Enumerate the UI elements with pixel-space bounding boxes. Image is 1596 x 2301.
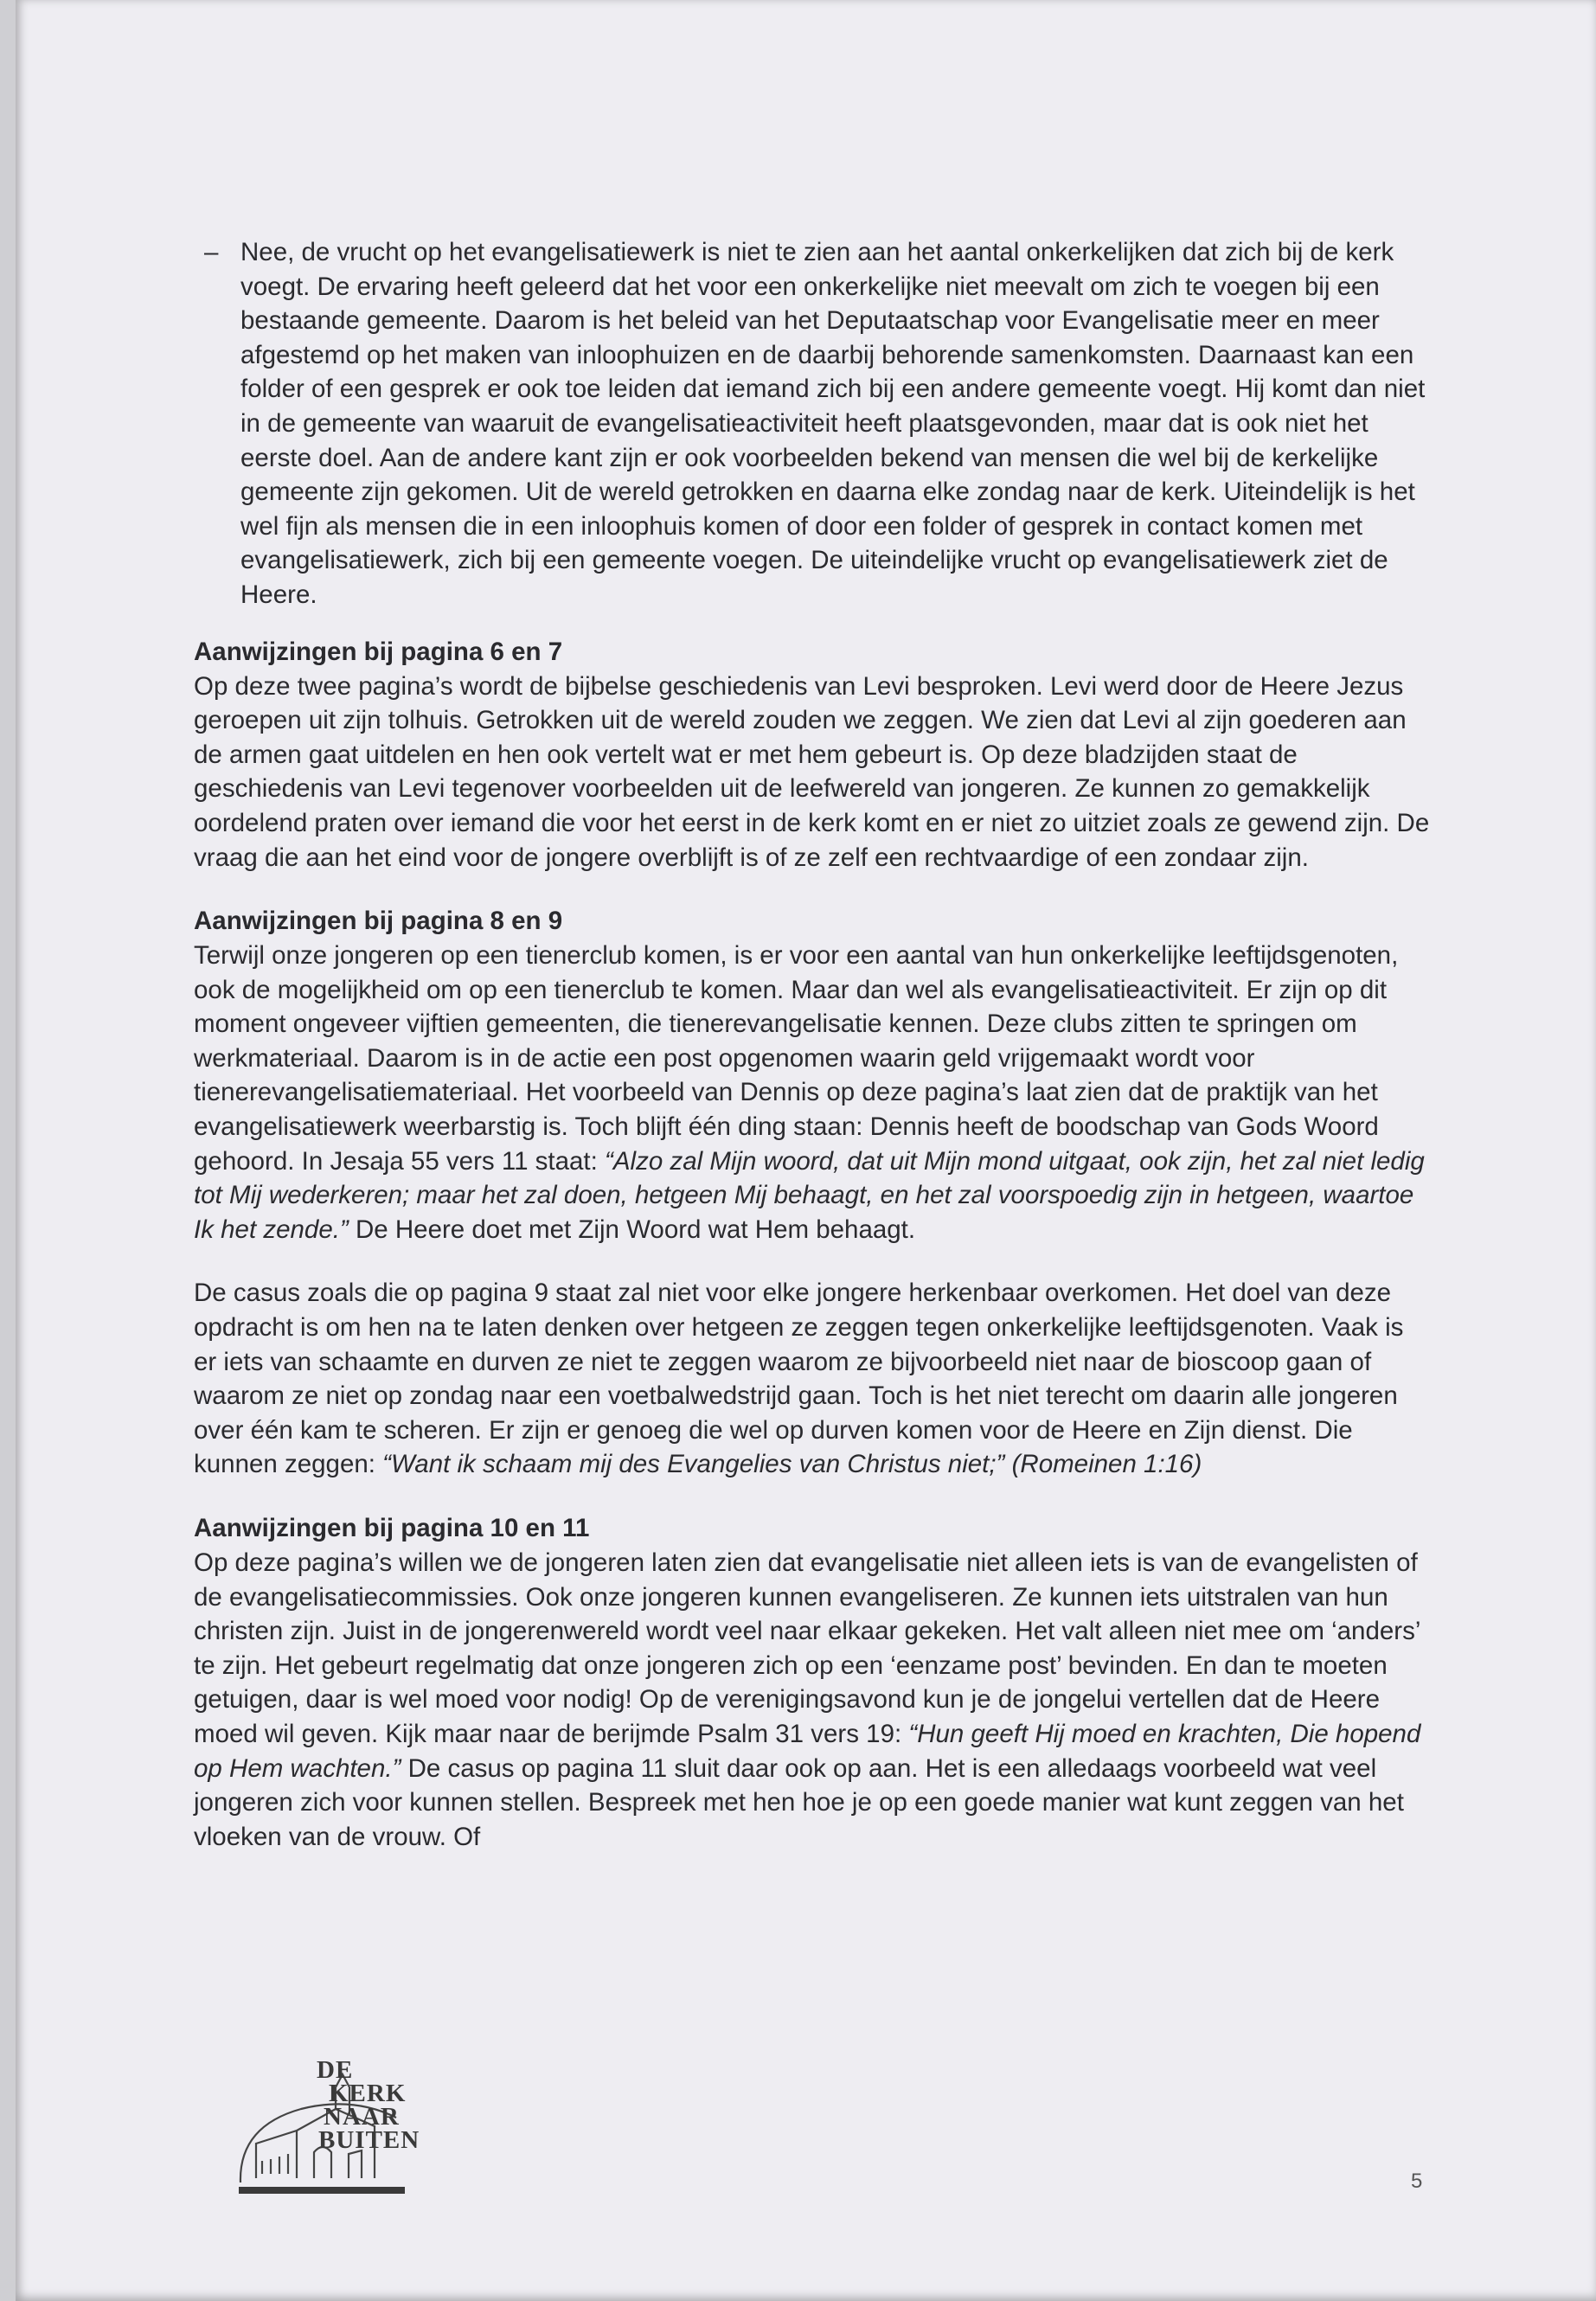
page-number: 5	[1411, 2170, 1423, 2193]
bullet-dash: –	[204, 238, 219, 266]
logo-line-naar: NAAR	[324, 2103, 400, 2131]
document-page	[16, 0, 1596, 2301]
paragraph-text: Op deze pagina’s willen we de jongeren laten zien dat evangelisatie niet alleen iets is van de evangelisten of de evangelisatiecommissies. Ook onze jongeren kunnen evangeliseren. Ze kunnen iets uitstralen van hun christen zijn. Juist in de jongerenwereld wordt veel naar elkaar gekeken. Het valt alleen niet mee om ‘anders’ te zijn. Het gebeurt regelmatig dat onze jongeren zich op een ‘eenzame post’ bevinden. En dan te moeten getuigen, daar is wel moed voor nodig! Op de verenigingsavond kun je de jongelui vertellen dat de Heere moed wil geven. Kijk maar naar de berijmde Psalm 31 vers 19:	[194, 1548, 1420, 1748]
section-paragraph-8-9	[194, 939, 1431, 1247]
logo-line-kerk: KERK	[329, 2080, 407, 2107]
page-content	[194, 235, 1431, 1883]
paragraph-text: De casus op pagina 11 sluit daar ook op aan. Het is een alledaags voorbeeld wat veel jongeren zich voor kunnen stellen. Bespreek met hen hoe je op een goede manier wat kunt zeggen van het vloeken van de vrouw. Of	[194, 1753, 1404, 1851]
section-heading-10-11: Aanwijzingen bij pagina 10 en 11	[194, 1514, 590, 1542]
section-paragraph-10-11	[194, 1546, 1431, 1854]
casus-paragraph	[194, 1276, 1431, 1482]
section-text-6-7: Op deze twee pagina’s wordt de bijbelse geschiedenis van Levi besproken. Levi werd door de Heere Jezus geroepen uit zijn tolhuis. Getrokken uit de wereld zouden we zeggen. We zien dat Levi al zijn goederen aan de armen gaat uitdelen en hen ook vertelt wat er met hem gebeurt is. Op deze bladzijden staat de geschiedenis van Levi tegenover voorbeelden uit de leefwereld van jongeren. Ze kunnen zo gemakkelijk oordelend praten over iemand die voor het eerst in de kerk komt en er niet zo uitziet zoals ze gewend zijn. De vraag die aan het eind voor de jongere overblijft is of ze zelf een rechtvaardige of een zondaar zijn.	[194, 671, 1430, 872]
bullet-text: Nee, de vrucht op het evangelisatiewerk is niet te zien aan het aantal onkerkelijken dat zich bij de kerk voegt. De ervaring heeft geleerd dat het voor een onkerkelijke niet meevalt om zich te voegen bij een bestaande gemeente. Daarom is het beleid van het Deputaatschap voor Evangelisatie meer en meer afgestemd op het maken van inloophuizen en de daarbij behorende samenkomsten. Daarnaast kan een folder of een gesprek er ook toe leiden dat iemand zich bij een andere gemeente voegt. Hij komt dan niet in de gemeente van waaruit de evangelisatieactiviteit heeft plaatsgevonden, maar dat is ook niet het eerste doel. Aan de andere kant zijn er ook voorbeelden bekend van mensen die wel bij de kerkelijke gemeente zijn gekomen. Uit de wereld getrokken en daarna elke zondag naar de kerk. Uiteindelijk is het wel fijn als mensen die in een inloophuis komen of door een folder of gesprek in contact komen met evangelisatiewerk, zich bij een gemeente voegen. De uiteindelijke vrucht op evangelisatiewerk ziet de Heere.	[240, 238, 1426, 609]
section-heading-6-7: Aanwijzingen bij pagina 6 en 7	[194, 637, 563, 666]
logo-line-de: DE	[317, 2056, 354, 2084]
logo-line-buiten: BUITEN	[318, 2126, 420, 2154]
psalm-quote: “Hun geeft Hij moed en krachten, Die hopend op Hem wachten.”	[194, 1719, 1421, 1783]
logo-text	[317, 2056, 420, 2154]
paragraph-text: Terwijl onze jongeren op een tienerclub komen, is er voor een aantal van hun onkerkelijke leeftijdsgenoten, ook de mogelijkheid om op een tienerclub te komen. Maar dan wel als evangelisatieactiviteit. Er zijn op dit moment ongeveer vijftien gemeenten, die tienerevangelisatie kennen. Deze clubs zitten te springen om werkmateriaal. Daarom is in de actie een post opgenomen waarin geld vrijgemaakt wordt voor tienerevangelisatiemateriaal. Het voorbeeld van Dennis op deze pagina’s laat zien dat de praktijk van het evangelisatiewerk weerbarstig is. Toch blijft één ding staan: Dennis heeft de boodschap van Gods Woord gehoord. In Jesaja 55 vers 11 staat:	[194, 941, 1399, 1176]
bullet-item	[194, 235, 1431, 612]
bible-quote: “Alzo zal Mijn woord, dat uit Mijn mond uitgaat, ook zijn, het zal niet ledig tot Mij wederkeren; maar het zal doen, hetgeen Mij behaagt, en het zal voorspoedig zijn in hetgeen, waartoe Ik het zende.”	[194, 1146, 1425, 1244]
bible-quote: “Want ik schaam mij des Evangelies van Christus niet;” (Romeinen 1:16)	[375, 1450, 1202, 1479]
paragraph-text: De casus zoals die op pagina 9 staat zal niet voor elke jongere herkenbaar overkomen. Het doel van deze opdracht is om hen na te laten denken over hetgeen ze zeggen tegen onkerkelijke leeftijdsgenoten. Vaak is er iets van schaamte en durven ze niet te zeggen waarom ze bijvoorbeeld niet naar de bioscoop gaan of waarom ze niet op zondag naar een voetbalwedstrijd gaan. Toch is het niet terecht om daarin alle jongeren over één kam te scheren. Er zijn er genoeg die wel op durven komen voor de Heere en Zijn dienst. Die kunnen zeggen:	[194, 1279, 1404, 1479]
paragraph-text: De Heere doet met Zijn Woord wat Hem behaagt.	[348, 1215, 916, 1244]
section-heading-8-9: Aanwijzingen bij pagina 8 en 9	[194, 907, 563, 936]
